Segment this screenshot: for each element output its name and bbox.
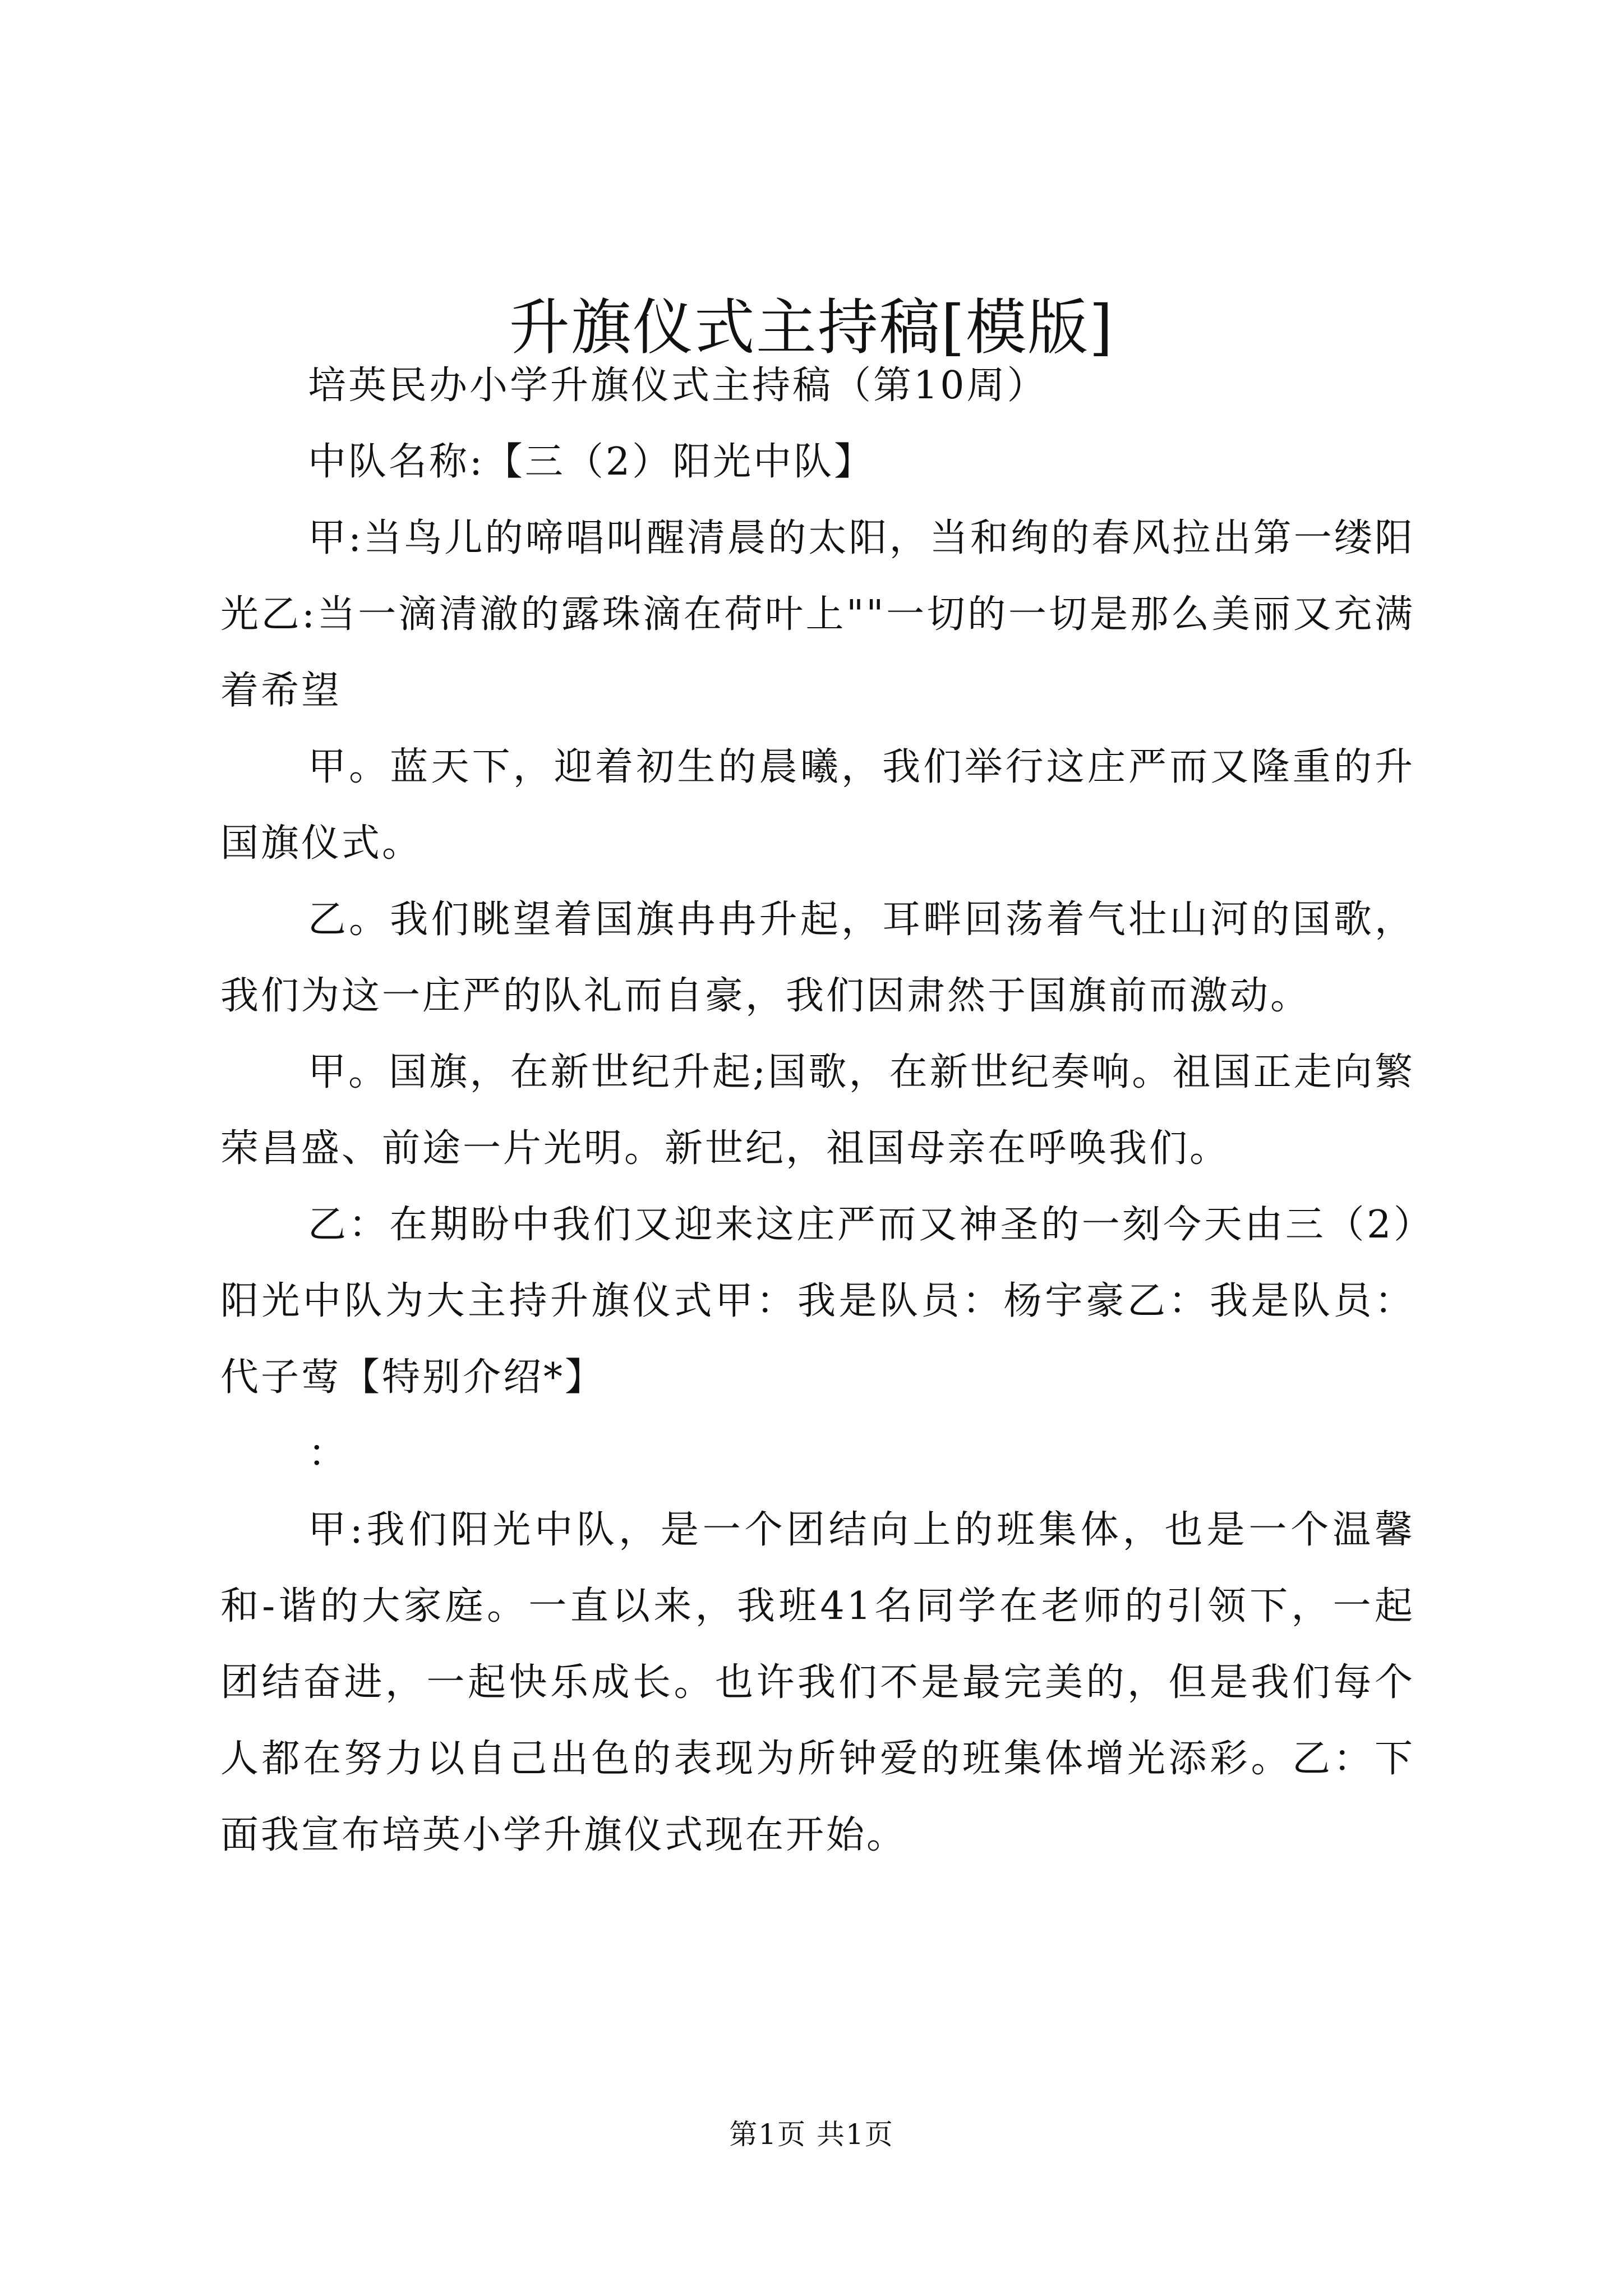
paragraph-hosts-intro: 乙：在期盼中我们又迎来这庄严而又神圣的一刻今天由三（2）阳光中队为大主持升旗仪式甲：我是队员：杨宇豪乙：我是队员：代子莺【特别介绍*】 xyxy=(220,1203,1415,1400)
document-body xyxy=(220,348,1415,1874)
paragraph-colon: ： xyxy=(308,1432,349,1476)
paragraph-squad-name: 中队名称:【三（2）阳光中队】 xyxy=(308,440,875,484)
document-title: 升旗仪式主持稿[模版] xyxy=(509,293,1114,363)
paragraph-squad-description: 甲:我们阳光中队，是一个团结向上的班集体，也是一个温馨和-谐的大家庭。一直以来，我班41名同学在老师的引领下，一起团结奋进，一起快乐成长。也许我们不是最完美的，但是我们每个人都在努力以自己出色的表现为所钟爱的班集体增光添彩。乙：下面我宣布培英小学升旗仪式现在开始。 xyxy=(220,1508,1415,1857)
paragraph-blue-sky: 甲。蓝天下，迎着初生的晨曦，我们举行这庄严而又隆重的升国旗仪式。 xyxy=(220,745,1415,866)
paragraph-flag-rising: 乙。我们眺望着国旗冉冉升起，耳畔回荡着气壮山河的国歌，我们为这一庄严的队礼而自豪，我们因肃然于国旗前而激动。 xyxy=(220,898,1415,1018)
page-footer: 第1页 共1页 xyxy=(729,2118,894,2151)
paragraph-school-heading: 培英民办小学升旗仪式主持稿（第10周） xyxy=(308,364,1048,408)
paragraph-opening: 甲:当鸟儿的啼唱叫醒清晨的太阳，当和绚的春风拉出第一缕阳光乙:当一滴清澈的露珠滴在荷叶上""一切的一切是那么美丽又充满着希望 xyxy=(220,516,1415,713)
paragraph-new-century: 甲。国旗，在新世纪升起;国歌，在新世纪奏响。祖国正走向繁荣昌盛、前途一片光明。新世纪，祖国母亲在呼唤我们。 xyxy=(220,1050,1415,1171)
